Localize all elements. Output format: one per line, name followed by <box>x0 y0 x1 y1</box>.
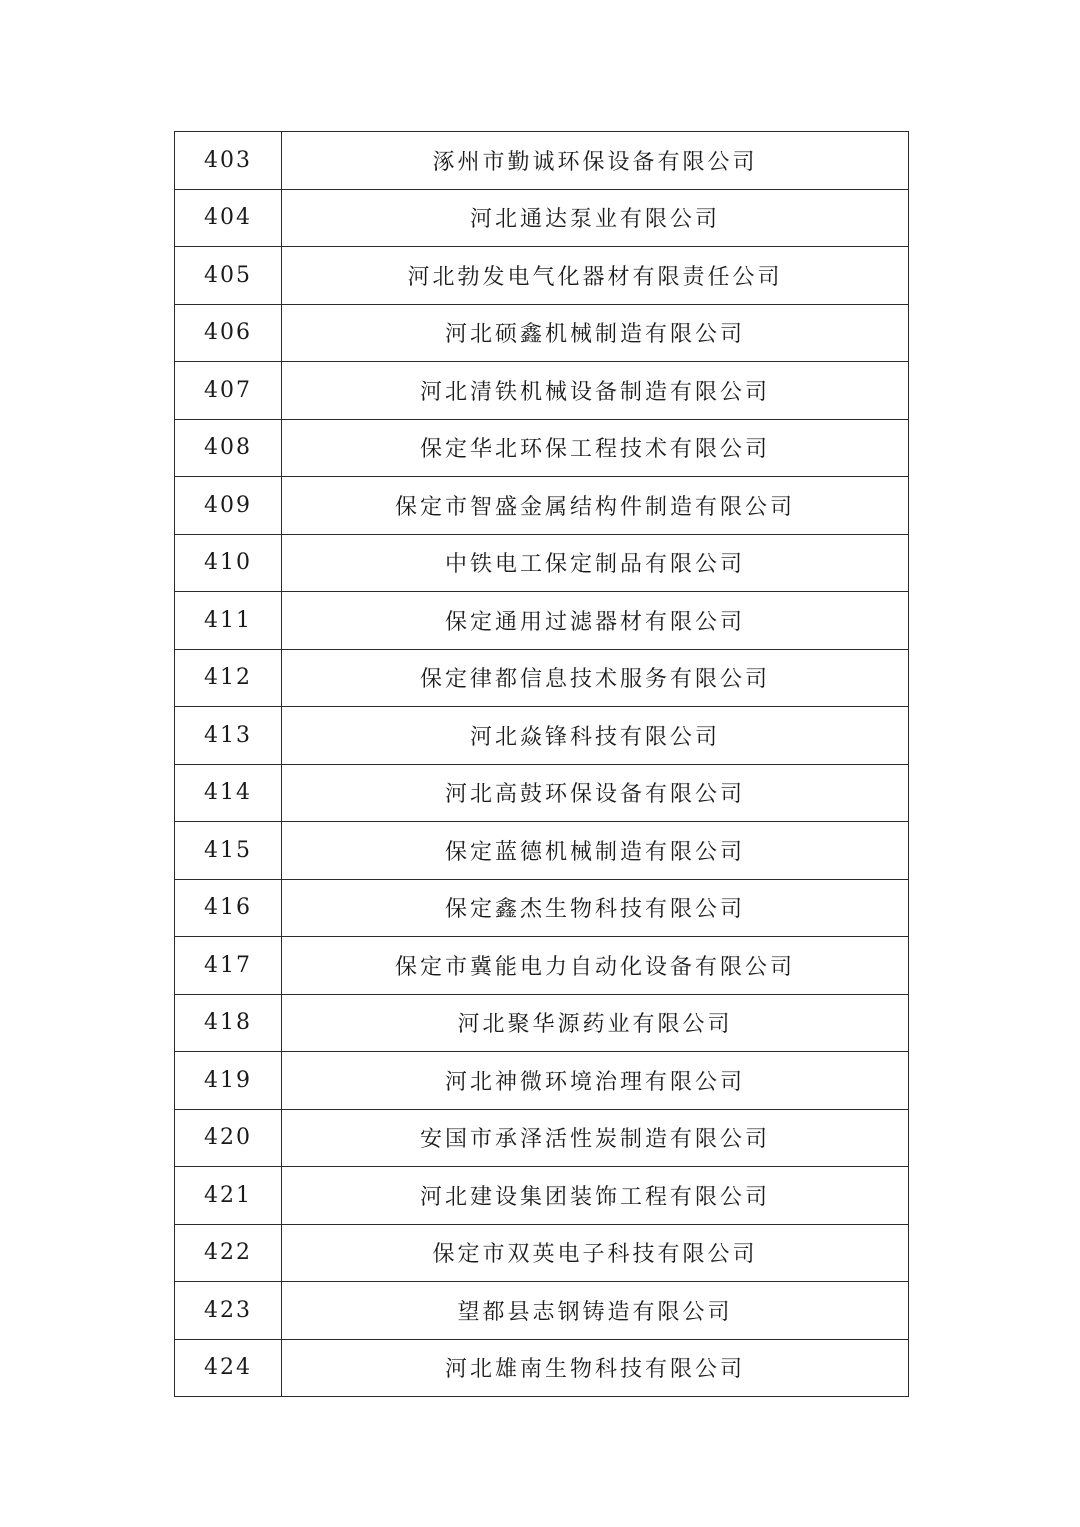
row-number: 413 <box>175 707 282 765</box>
table-row <box>175 1167 909 1225</box>
table-row <box>175 764 909 822</box>
row-number: 415 <box>175 822 282 880</box>
row-number: 414 <box>175 764 282 822</box>
row-number: 423 <box>175 1282 282 1340</box>
table-row <box>175 649 909 707</box>
row-number: 403 <box>175 132 282 190</box>
row-number: 404 <box>175 189 282 247</box>
table-row <box>175 707 909 765</box>
row-number: 416 <box>175 879 282 937</box>
row-number: 418 <box>175 994 282 1052</box>
company-name: 河北雄南生物科技有限公司 <box>282 1339 909 1397</box>
table-row <box>175 592 909 650</box>
company-list-table <box>174 131 909 1397</box>
company-name: 保定市冀能电力自动化设备有限公司 <box>282 937 909 995</box>
table-row <box>175 477 909 535</box>
company-name: 保定鑫杰生物科技有限公司 <box>282 879 909 937</box>
company-name: 河北清铁机械设备制造有限公司 <box>282 362 909 420</box>
row-number: 405 <box>175 247 282 305</box>
company-name: 河北聚华源药业有限公司 <box>282 994 909 1052</box>
company-name: 保定律都信息技术服务有限公司 <box>282 649 909 707</box>
company-name: 保定市智盛金属结构件制造有限公司 <box>282 477 909 535</box>
row-number: 407 <box>175 362 282 420</box>
row-number: 406 <box>175 304 282 362</box>
table-row <box>175 1109 909 1167</box>
table-row <box>175 247 909 305</box>
row-number: 410 <box>175 534 282 592</box>
table-row <box>175 189 909 247</box>
table-row <box>175 879 909 937</box>
company-name: 河北通达泵业有限公司 <box>282 189 909 247</box>
company-name: 河北硕鑫机械制造有限公司 <box>282 304 909 362</box>
table-row <box>175 362 909 420</box>
company-name: 涿州市勤诚环保设备有限公司 <box>282 132 909 190</box>
table-row <box>175 1052 909 1110</box>
company-name: 望都县志钢铸造有限公司 <box>282 1282 909 1340</box>
row-number: 424 <box>175 1339 282 1397</box>
table-row <box>175 419 909 477</box>
company-name: 河北焱锋科技有限公司 <box>282 707 909 765</box>
table-row <box>175 304 909 362</box>
table-row <box>175 994 909 1052</box>
company-name: 中铁电工保定制品有限公司 <box>282 534 909 592</box>
row-number: 419 <box>175 1052 282 1110</box>
table-row <box>175 822 909 880</box>
company-name: 河北勃发电气化器材有限责任公司 <box>282 247 909 305</box>
table-row <box>175 1339 909 1397</box>
row-number: 411 <box>175 592 282 650</box>
table-row <box>175 1224 909 1282</box>
company-name: 保定市双英电子科技有限公司 <box>282 1224 909 1282</box>
company-name: 河北高鼓环保设备有限公司 <box>282 764 909 822</box>
row-number: 408 <box>175 419 282 477</box>
table-row <box>175 534 909 592</box>
table-row <box>175 1282 909 1340</box>
row-number: 417 <box>175 937 282 995</box>
row-number: 421 <box>175 1167 282 1225</box>
company-name: 保定蓝德机械制造有限公司 <box>282 822 909 880</box>
company-name: 保定华北环保工程技术有限公司 <box>282 419 909 477</box>
row-number: 409 <box>175 477 282 535</box>
row-number: 412 <box>175 649 282 707</box>
company-name: 安国市承泽活性炭制造有限公司 <box>282 1109 909 1167</box>
table-row <box>175 132 909 190</box>
company-name: 保定通用过滤器材有限公司 <box>282 592 909 650</box>
company-name: 河北建设集团装饰工程有限公司 <box>282 1167 909 1225</box>
row-number: 422 <box>175 1224 282 1282</box>
company-name: 河北神微环境治理有限公司 <box>282 1052 909 1110</box>
row-number: 420 <box>175 1109 282 1167</box>
table-row <box>175 937 909 995</box>
